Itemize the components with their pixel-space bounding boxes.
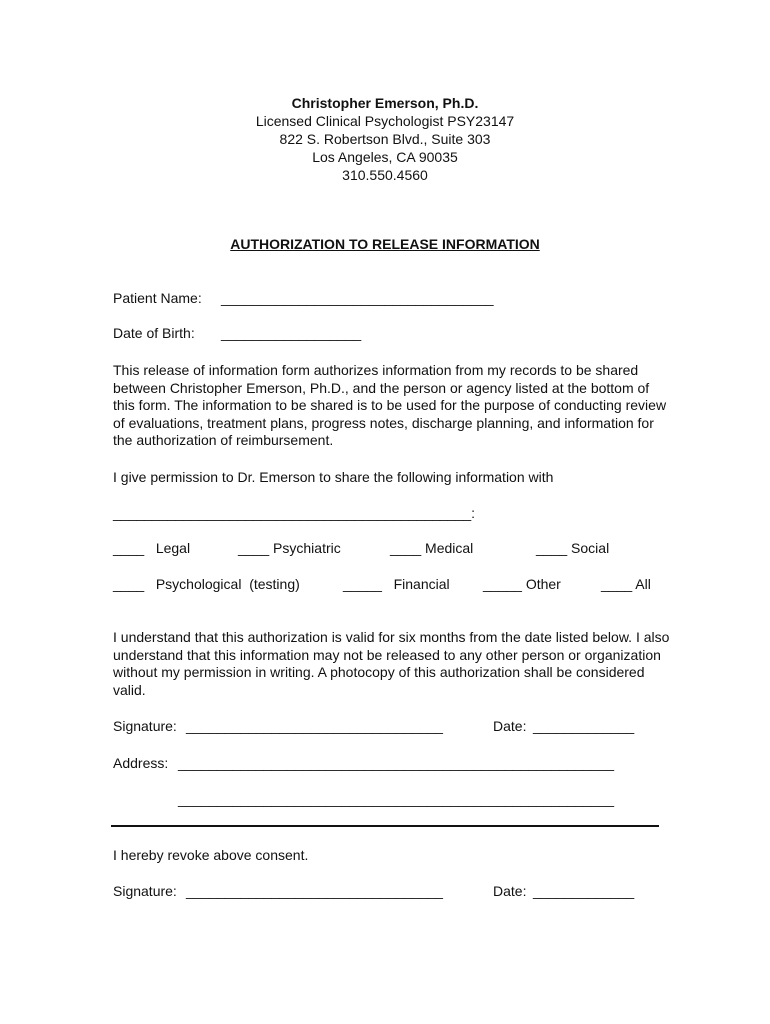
address-field-line1[interactable]: ________________________________________________________: [178, 755, 615, 771]
date-of-birth-label: Date of Birth:: [113, 325, 195, 341]
medical-label: Medical: [425, 540, 474, 556]
all-option[interactable]: [601, 576, 651, 592]
validity-paragraph: I understand that this authorization is valid for six months from the date listed below. I also understand that this information may not be released to any other person or organization without my permission in writing. A photocopy of this authorization shall be considered valid.: [113, 629, 670, 698]
provider-license: Licensed Clinical Psychologist PSY23147: [255, 113, 515, 129]
section-divider: [111, 825, 659, 827]
other-label: Other: [525, 576, 561, 592]
provider-street: 822 S. Robertson Blvd., Suite 303: [279, 131, 491, 147]
provider-phone: 310.550.4560: [342, 167, 428, 183]
signature-field[interactable]: _________________________________: [186, 718, 443, 734]
address-field-line2[interactable]: ________________________________________________________: [178, 791, 615, 807]
social-blank[interactable]: ____: [536, 540, 568, 556]
recipient-field[interactable]: ______________________________________________:: [113, 505, 476, 521]
permission-text: I give permission to Dr. Emerson to share the following information with: [113, 469, 554, 485]
psychological-blank[interactable]: ____: [113, 576, 145, 592]
financial-label: Financial: [393, 576, 450, 592]
date-field[interactable]: _____________: [533, 718, 635, 734]
other-option[interactable]: [483, 576, 561, 592]
form-title: AUTHORIZATION TO RELEASE INFORMATION: [230, 236, 540, 252]
release-paragraph: This release of information form authorizes information from my records to be shared between Christopher Emerson, Ph.D., and the person or agency listed at the bottom of this form. The information to be shared is to be used for the purpose of conducting review of evaluations, treatment plans, progress notes, discharge planning, and information for the authorization of reimbursement.: [113, 362, 667, 449]
psychiatric-blank[interactable]: ____: [238, 540, 270, 556]
signature-label: Signature:: [113, 718, 177, 734]
patient-name-field[interactable]: ___________________________________: [221, 290, 494, 306]
date-of-birth-field[interactable]: __________________: [221, 325, 362, 341]
all-blank[interactable]: ____: [601, 576, 633, 592]
patient-name-label: Patient Name:: [113, 290, 202, 306]
psychiatric-option[interactable]: [238, 540, 341, 556]
other-blank[interactable]: _____: [483, 576, 522, 592]
psychiatric-label: Psychiatric: [273, 540, 341, 556]
all-label: All: [635, 576, 651, 592]
legal-option[interactable]: [113, 540, 190, 556]
psychological-option[interactable]: [113, 576, 300, 592]
revoke-signature-label: Signature:: [113, 883, 177, 899]
revoke-date-field[interactable]: _____________: [533, 883, 635, 899]
date-label: Date:: [493, 718, 527, 734]
revoke-signature-field[interactable]: _________________________________: [186, 883, 443, 899]
medical-blank[interactable]: ____: [390, 540, 422, 556]
provider-city: Los Angeles, CA 90035: [312, 149, 458, 165]
medical-option[interactable]: [390, 540, 473, 556]
social-option[interactable]: [536, 540, 609, 556]
letterhead: [0, 94, 770, 184]
financial-blank[interactable]: _____: [343, 576, 382, 592]
address-label: Address:: [113, 755, 169, 771]
psychological-label: Psychological (testing): [155, 576, 300, 592]
revoke-date-label: Date:: [493, 883, 527, 899]
financial-option[interactable]: [343, 576, 450, 592]
legal-blank[interactable]: ____: [113, 540, 145, 556]
revoke-text: I hereby revoke above consent.: [113, 847, 309, 863]
social-label: Social: [571, 540, 610, 556]
legal-label: Legal: [155, 540, 191, 556]
provider-name: Christopher Emerson, Ph.D.: [291, 95, 479, 111]
